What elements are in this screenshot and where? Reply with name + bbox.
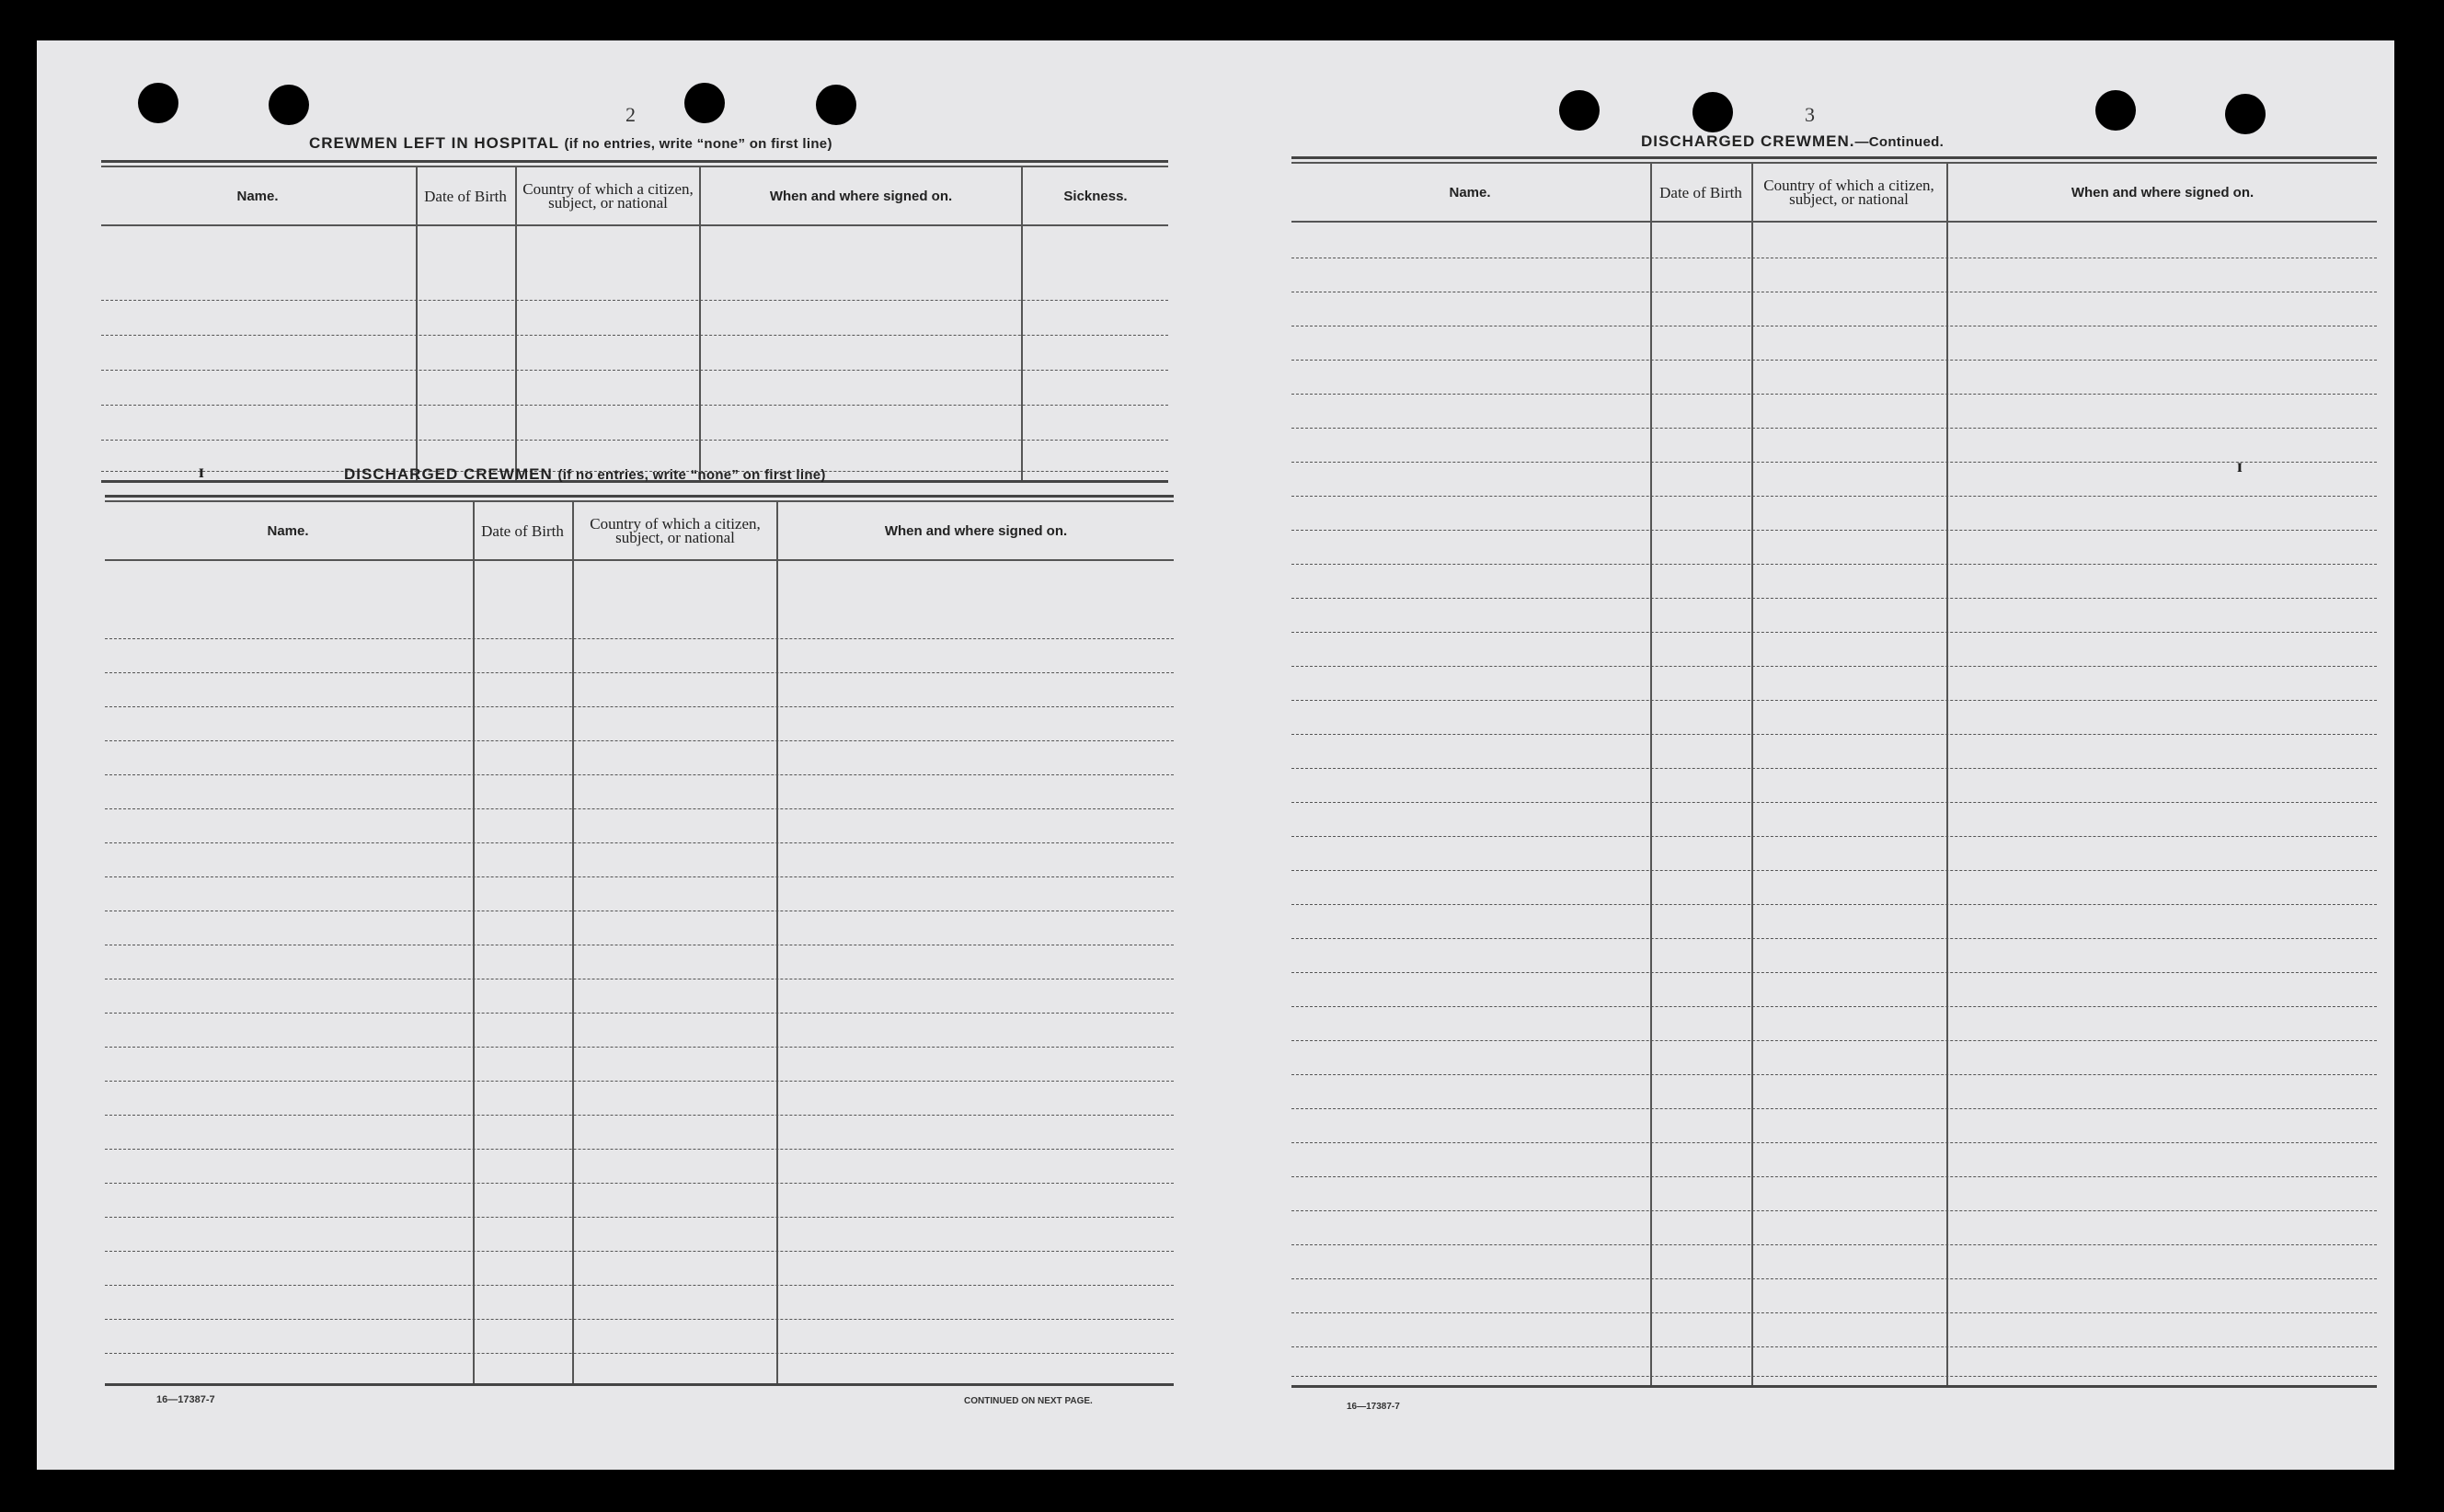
hospital-subtitle-text: (if no entries, write “none” on first line)	[564, 136, 832, 152]
entry-line	[101, 405, 1168, 406]
entry-line	[1291, 462, 2377, 463]
entry-line	[105, 1149, 1174, 1150]
continued-note: CONTINUED ON NEXT PAGE.	[964, 1396, 1093, 1406]
entry-line	[1291, 666, 2377, 667]
punch-hole	[1692, 92, 1733, 132]
entry-line	[1291, 360, 2377, 361]
discharged-section-title	[344, 465, 826, 484]
entry-line	[1291, 1176, 2377, 1177]
entry-line	[1291, 938, 2377, 939]
entry-line	[105, 1013, 1174, 1014]
entry-line	[105, 1115, 1174, 1116]
entry-line	[105, 638, 1174, 639]
hospital-section-title	[309, 134, 832, 153]
column-header-country: Country of which a citizen, subject, or national	[590, 515, 761, 546]
entry-line	[1291, 700, 2377, 701]
entry-line	[1291, 1376, 2377, 1377]
entry-line	[105, 1047, 1174, 1048]
entry-line	[105, 808, 1174, 809]
header-bottom-rule	[105, 559, 1174, 561]
entry-line	[1291, 768, 2377, 769]
entry-line	[1291, 1006, 2377, 1007]
column-divider	[515, 166, 517, 480]
column-header-sickness: Sickness.	[1063, 188, 1128, 204]
entry-line	[101, 370, 1168, 371]
punch-hole	[269, 85, 309, 125]
table-top-rule	[1291, 156, 2377, 159]
entry-line	[105, 1217, 1174, 1218]
punch-hole	[816, 85, 856, 125]
column-header-name: Name.	[1449, 184, 1491, 200]
entry-line	[1291, 1074, 2377, 1075]
entry-line	[105, 706, 1174, 707]
entry-line	[1291, 1142, 2377, 1143]
entry-line	[1291, 564, 2377, 565]
entry-line	[1291, 1346, 2377, 1347]
punch-hole	[2225, 94, 2266, 134]
column-header-signed-on: When and where signed on.	[2071, 184, 2255, 200]
entry-line	[105, 672, 1174, 673]
table-top-rule	[105, 495, 1174, 498]
continued-title-text: DISCHARGED CREWMEN.	[1641, 132, 1855, 150]
column-divider	[1021, 166, 1023, 480]
entry-line	[1291, 1244, 2377, 1245]
punch-hole	[1559, 90, 1600, 131]
entry-line	[105, 1251, 1174, 1252]
entry-line	[1291, 428, 2377, 429]
entry-line	[105, 1081, 1174, 1082]
page-number: 2	[625, 103, 636, 126]
entry-line	[1291, 904, 2377, 905]
column-divider	[1650, 162, 1652, 1385]
table-top-rule	[101, 160, 1168, 163]
entry-line	[1291, 972, 2377, 973]
column-divider	[699, 166, 701, 480]
discharged-continued-table	[1291, 156, 2377, 1391]
header-bottom-rule	[101, 224, 1168, 226]
punch-hole	[138, 83, 178, 123]
column-header-date-of-birth: Date of Birth	[1659, 183, 1742, 201]
entry-line	[1291, 1312, 2377, 1313]
entry-line	[1291, 530, 2377, 531]
entry-line	[1291, 1278, 2377, 1279]
entry-line	[105, 1319, 1174, 1320]
entry-line	[1291, 598, 2377, 599]
page-number: 3	[1805, 103, 1815, 126]
entry-line	[1291, 632, 2377, 633]
entry-line	[1291, 1040, 2377, 1041]
entry-line	[1291, 802, 2377, 803]
hospital-table	[101, 160, 1168, 484]
entry-line	[1291, 836, 2377, 837]
column-divider	[1751, 162, 1753, 1385]
discharged-table	[105, 495, 1174, 1389]
column-header-country: Country of which a citizen, subject, or national	[522, 180, 694, 212]
entry-line	[1291, 394, 2377, 395]
form-number: 16—17387-7	[1347, 1402, 1400, 1412]
table-bottom-rule	[105, 1383, 1174, 1386]
discharged-title-text: DISCHARGED CREWMEN	[344, 465, 553, 483]
column-divider	[1946, 162, 1948, 1385]
hospital-title-text: CREWMEN LEFT IN HOSPITAL	[309, 134, 559, 152]
column-header-date-of-birth: Date of Birth	[481, 521, 564, 540]
column-header-date-of-birth: Date of Birth	[424, 187, 507, 205]
stray-mark: ɪ	[2237, 456, 2243, 476]
entry-line	[1291, 1210, 2377, 1211]
entry-line	[105, 876, 1174, 877]
entry-line	[105, 740, 1174, 741]
entry-line	[105, 1353, 1174, 1354]
continued-section-title	[1641, 132, 1944, 151]
entry-line	[101, 335, 1168, 336]
entry-line	[1291, 734, 2377, 735]
document-scan	[37, 40, 2394, 1470]
column-header-signed-on: When and where signed on.	[769, 188, 953, 204]
entry-line	[101, 440, 1168, 441]
stray-mark: ɪ	[199, 462, 204, 482]
column-header-name: Name.	[236, 188, 279, 204]
column-divider	[416, 166, 418, 480]
column-header-country: Country of which a citizen, subject, or national	[1763, 177, 1934, 208]
entry-line	[101, 300, 1168, 301]
column-header-signed-on: When and where signed on.	[884, 522, 1068, 539]
form-number: 16—17387-7	[156, 1394, 215, 1405]
entry-line	[105, 1285, 1174, 1286]
entry-line	[105, 1183, 1174, 1184]
punch-hole	[684, 83, 725, 123]
column-header-name: Name.	[267, 522, 309, 539]
entry-line	[1291, 496, 2377, 497]
header-bottom-rule	[1291, 221, 2377, 223]
entry-line	[105, 842, 1174, 843]
entry-line	[105, 774, 1174, 775]
discharged-subtitle-text: (if no entries, write “none” on first line)	[557, 467, 826, 483]
entry-line	[1291, 1108, 2377, 1109]
entry-line	[1291, 870, 2377, 871]
continued-subtitle-text: —Continued.	[1854, 134, 1945, 150]
table-bottom-rule	[1291, 1385, 2377, 1388]
punch-hole	[2095, 90, 2136, 131]
